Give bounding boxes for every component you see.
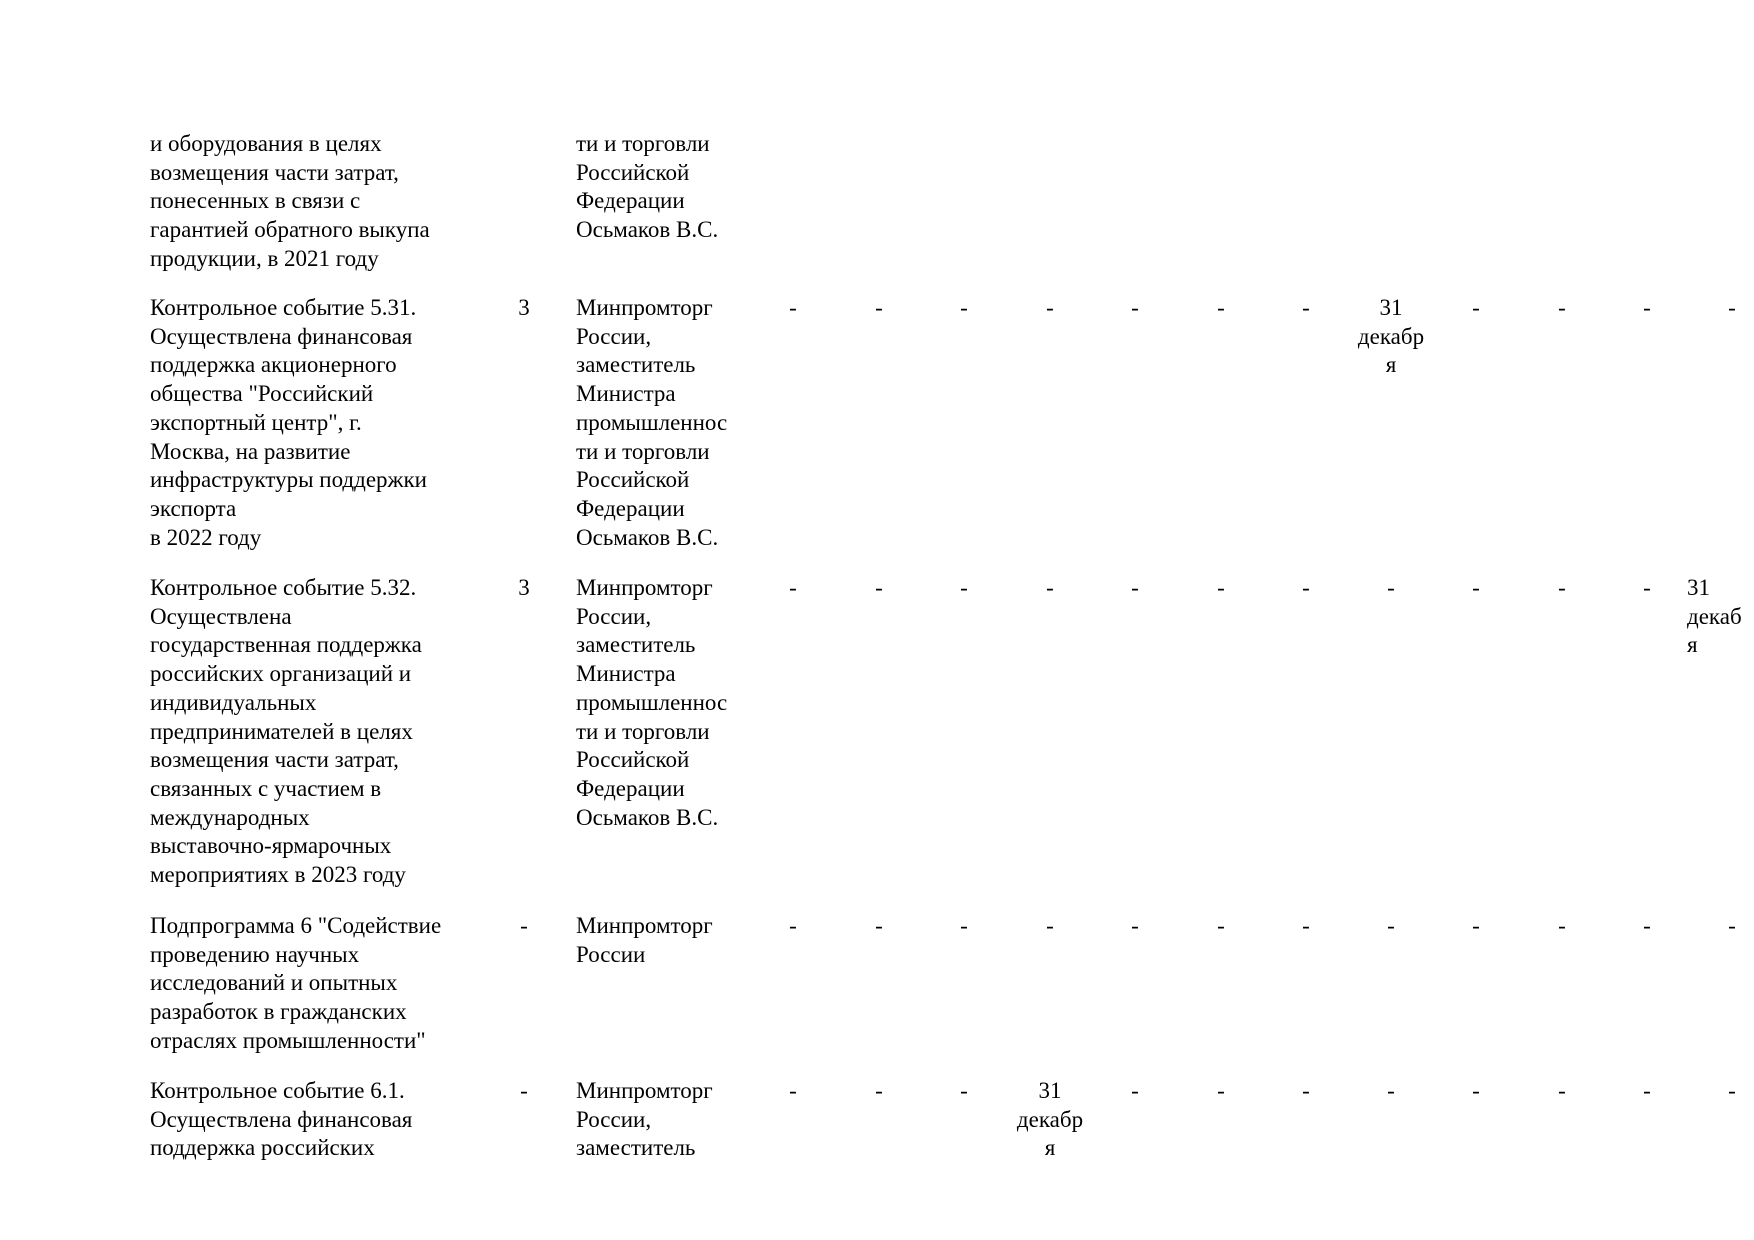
quarter-cell: - (1387, 913, 1395, 938)
event-level: - (520, 913, 528, 938)
quarter-cell: - (1046, 575, 1054, 600)
quarter-cell: 31 декабр я (1016, 1078, 1084, 1161)
quarter-cell: - (1217, 1078, 1225, 1103)
quarter-cell: - (1643, 295, 1651, 320)
responsible-executor: Минпромторг России, заместитель (576, 1078, 713, 1161)
quarter-cell: - (960, 575, 968, 600)
event-level: 3 (518, 295, 530, 320)
quarter-cell: - (875, 913, 883, 938)
quarter-cell: - (960, 913, 968, 938)
event-description: и оборудования в целях возмещения части затрат, понесенных в связи с гарантией обратного выкупа продукции, в 2021 году (150, 131, 430, 271)
quarter-cell: - (789, 575, 797, 600)
quarter-cell: - (1472, 295, 1480, 320)
quarter-cell: - (1728, 295, 1736, 320)
quarter-cell: - (1472, 1078, 1480, 1103)
quarter-cell: 31 декабр я (1357, 295, 1425, 378)
responsible-executor: Минпромторг России (576, 913, 713, 967)
quarter-cell: - (1558, 913, 1566, 938)
quarter-cell: - (789, 913, 797, 938)
event-description: Контрольное событие 5.32. Осуществлена государственная поддержка российских организаций и индивидуальных предпринимателей в целях возмещения части затрат, связанных с участием в международных выставочно-ярмарочных мероприятиях в 2023 году (150, 575, 422, 888)
quarter-cell: - (1302, 1078, 1310, 1103)
quarter-cell: - (1643, 575, 1651, 600)
quarter-cell: - (789, 1078, 797, 1103)
quarter-cell: - (1472, 575, 1480, 600)
quarter-cell: - (1387, 1078, 1395, 1103)
quarter-cell: - (1302, 913, 1310, 938)
quarter-cell: - (1131, 1078, 1139, 1103)
quarter-cell: - (1217, 913, 1225, 938)
quarter-cell: - (1472, 913, 1480, 938)
quarter-cell: - (789, 295, 797, 320)
event-description: Контрольное событие 6.1. Осуществлена финансовая поддержка российских (150, 1078, 413, 1161)
quarter-cell: 31 декаб я (1687, 575, 1742, 658)
quarter-cell: - (960, 295, 968, 320)
quarter-cell: - (1217, 575, 1225, 600)
responsible-executor: Минпромторг России, заместитель Министра промышленнос ти и торговли Российской Федерации Осьмаков В.С. (576, 575, 728, 830)
quarter-cell: - (1131, 575, 1139, 600)
quarter-cell: - (1643, 1078, 1651, 1103)
quarter-cell: - (1558, 1078, 1566, 1103)
quarter-cell: - (1046, 913, 1054, 938)
quarter-cell: - (1046, 295, 1054, 320)
quarter-cell: - (1217, 295, 1225, 320)
quarter-cell: - (1558, 575, 1566, 600)
responsible-executor: ти и торговли Российской Федерации Осьмаков В.С. (576, 131, 719, 243)
event-description: Подпрограмма 6 "Содействие проведению научных исследований и опытных разработок в гражданских отраслях промышленности" (150, 913, 442, 1053)
responsible-executor: Минпромторг России, заместитель Министра промышленнос ти и торговли Российской Федерации Осьмаков В.С. (576, 295, 728, 550)
quarter-cell: - (1302, 575, 1310, 600)
quarter-cell: - (1131, 913, 1139, 938)
quarter-cell: - (1302, 295, 1310, 320)
quarter-cell: - (875, 1078, 883, 1103)
quarter-cell: - (1558, 295, 1566, 320)
quarter-cell: - (875, 295, 883, 320)
quarter-cell: - (960, 1078, 968, 1103)
event-level: - (520, 1078, 528, 1103)
quarter-cell: - (1728, 1078, 1736, 1103)
quarter-cell: - (1131, 295, 1139, 320)
quarter-cell: - (875, 575, 883, 600)
quarter-cell: - (1643, 913, 1651, 938)
event-level: 3 (518, 575, 530, 600)
quarter-cell: - (1728, 913, 1736, 938)
event-description: Контрольное событие 5.31. Осуществлена финансовая поддержка акционерного общества "Российский экспортный центр", г. Москва, на развитие инфраструктуры поддержки экспорта в 2022 году (150, 295, 427, 550)
quarter-cell: - (1387, 575, 1395, 600)
